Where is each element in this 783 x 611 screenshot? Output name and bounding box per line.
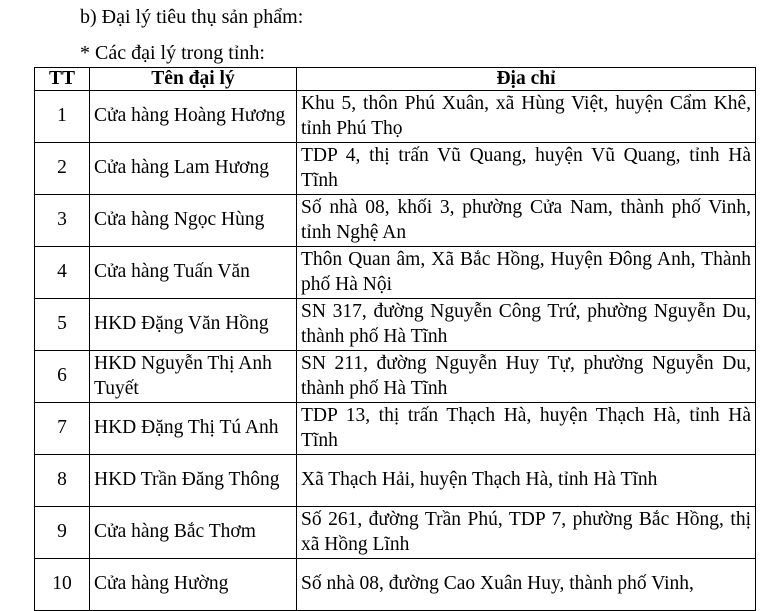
cell-address: Khu 5, thôn Phú Xuân, xã Hùng Việt, huyện Cẩm Khê, tỉnh Phú Thọ (297, 91, 756, 143)
cell-address: Số nhà 08, khối 3, phường Cửa Nam, thành phố Vinh, tỉnh Nghệ An (297, 195, 756, 247)
table-row (35, 351, 756, 403)
header-name: Tên đại lý (90, 68, 297, 91)
section-heading: b) Đại lý tiêu thụ sản phẩm: (80, 6, 304, 28)
cell-tt: 6 (35, 351, 90, 403)
cell-address: TDP 4, thị trấn Vũ Quang, huyện Vũ Quang, tỉnh Hà Tĩnh (297, 143, 756, 195)
header-address: Địa chỉ (297, 68, 756, 91)
header-tt: TT (35, 68, 90, 91)
cell-name: HKD Đặng Văn Hồng (90, 299, 297, 351)
table-row (35, 247, 756, 299)
table-row (35, 507, 756, 559)
cell-tt: 7 (35, 403, 90, 455)
cell-tt: 9 (35, 507, 90, 559)
cell-name: Cửa hàng Ngọc Hùng (90, 195, 297, 247)
cell-address: Số 261, đường Trần Phú, TDP 7, phường Bắc Hồng, thị xã Hồng Lĩnh (297, 507, 756, 559)
table-row (35, 91, 756, 143)
cell-tt: 8 (35, 455, 90, 507)
cell-address: SN 211, đường Nguyễn Huy Tự, phường Nguyễn Du, thành phố Hà Tĩnh (297, 351, 756, 403)
cell-name: HKD Trần Đăng Thông (90, 455, 297, 507)
cell-tt: 4 (35, 247, 90, 299)
cell-address: Xã Thạch Hải, huyện Thạch Hà, tỉnh Hà Tĩnh (297, 455, 756, 507)
cell-tt: 10 (35, 559, 90, 611)
cell-name: HKD Đặng Thị Tú Anh (90, 403, 297, 455)
cell-tt: 1 (35, 91, 90, 143)
cell-name: HKD Nguyễn Thị Anh Tuyết (90, 351, 297, 403)
cell-address: SN 317, đường Nguyễn Công Trứ, phường Nguyễn Du, thành phố Hà Tĩnh (297, 299, 756, 351)
section-subheading: * Các đại lý trong tỉnh: (80, 42, 265, 64)
table-header-row (35, 68, 756, 91)
cell-address: TDP 13, thị trấn Thạch Hà, huyện Thạch Hà, tỉnh Hà Tĩnh (297, 403, 756, 455)
table-row (35, 403, 756, 455)
cell-tt: 5 (35, 299, 90, 351)
cell-tt: 2 (35, 143, 90, 195)
agents-table (34, 67, 756, 611)
cell-address: Thôn Quan âm, Xã Bắc Hồng, Huyện Đông Anh, Thành phố Hà Nội (297, 247, 756, 299)
table-row (35, 299, 756, 351)
cell-tt: 3 (35, 195, 90, 247)
cell-name: Cửa hàng Bắc Thơm (90, 507, 297, 559)
cell-name: Cửa hàng Hường (90, 559, 297, 611)
cell-name: Cửa hàng Tuấn Văn (90, 247, 297, 299)
table-row (35, 195, 756, 247)
table-row (35, 143, 756, 195)
cell-name: Cửa hàng Lam Hương (90, 143, 297, 195)
cell-name: Cửa hàng Hoàng Hương (90, 91, 297, 143)
table-row (35, 559, 756, 611)
cell-address: Số nhà 08, đường Cao Xuân Huy, thành phố Vinh, (297, 559, 756, 611)
table-row (35, 455, 756, 507)
